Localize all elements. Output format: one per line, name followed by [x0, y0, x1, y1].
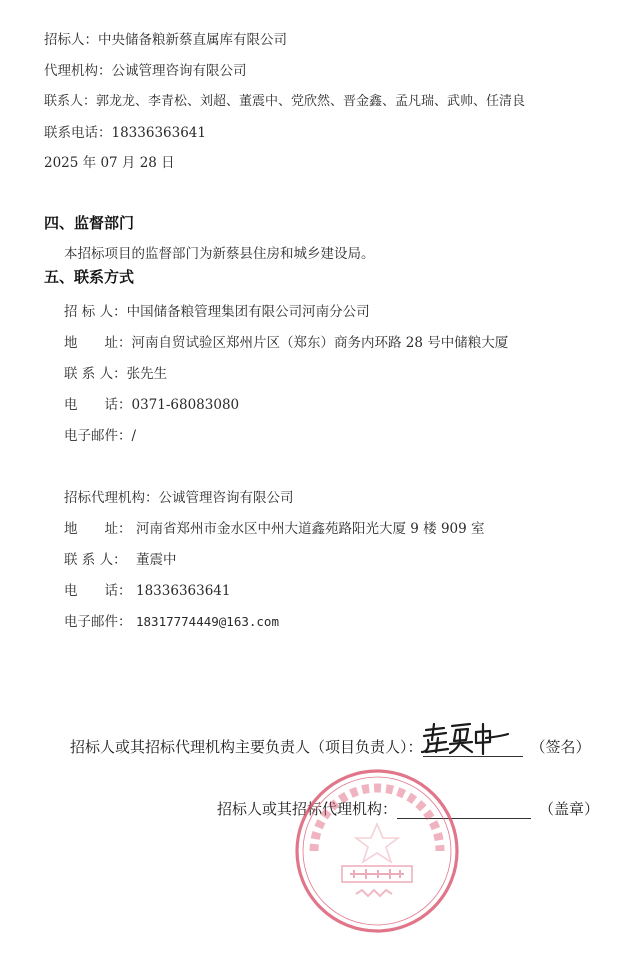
contact-address-row — [64, 331, 508, 351]
contact-email-row — [64, 424, 136, 444]
contact-tenderer-value: 中国储备粮管理集团有限公司河南分公司 — [126, 304, 370, 320]
contact-tenderer-label: 招 标 人： — [64, 304, 127, 320]
contact-address-label: 地 址： — [64, 335, 132, 351]
agency-email-row — [64, 610, 279, 630]
phone-line: 联系电话：18336363641 — [44, 125, 206, 141]
signature-person-suffix: （签名） — [530, 738, 591, 756]
agency-address-label: 地 址： — [64, 521, 132, 537]
official-seal — [292, 766, 462, 936]
contact-email-label: 电子邮件： — [64, 428, 132, 444]
agency-email-label: 电子邮件： — [64, 614, 132, 630]
contacts-line: 联系人：郭龙龙、李青松、刘超、董震中、党欣然、晋金鑫、孟凡瑞、武帅、任清良 — [44, 94, 526, 109]
agency-phone-value: 18336363641 — [136, 583, 231, 599]
agency-address-row — [64, 517, 485, 537]
tenderer-line: 招标人：中央储备粮新蔡直属库有限公司 — [44, 32, 287, 48]
contact-email-value: / — [131, 428, 137, 444]
date-line: 2025 年 07 月 28 日 — [44, 155, 175, 171]
agency-line: 代理机构：公诚管理咨询有限公司 — [44, 63, 247, 79]
agency-contact-label: 联 系 人： — [64, 552, 127, 568]
handwritten-signature — [420, 718, 510, 758]
agency-contact-value: 董震中 — [136, 552, 177, 568]
signature-person-row — [70, 736, 591, 757]
agency-address-value: 河南省郑州市金水区中州大道鑫苑路阳光大厦 9 楼 909 室 — [136, 521, 485, 537]
agency-phone-row — [64, 579, 230, 599]
signature-org-label: 招标人或其招标代理机构： — [217, 800, 398, 818]
agency-name-row — [64, 486, 294, 506]
section4-title: 四、监督部门 — [44, 214, 135, 232]
agency-email-value: 18317774449@163.com — [136, 614, 279, 629]
agency-phone-label: 电 话： — [64, 583, 132, 599]
section4-body: 本招标项目的监督部门为新蔡县住房和城乡建设局。 — [64, 246, 375, 262]
contact-phone-row — [64, 393, 239, 413]
agency-name-value: 公诚管理咨询有限公司 — [158, 490, 294, 506]
contact-person-value: 张先生 — [126, 366, 168, 382]
contact-person-label: 联 系 人： — [64, 366, 127, 382]
section5-title: 五、联系方式 — [44, 268, 135, 286]
agency-contact-row — [64, 548, 177, 568]
signature-org-suffix: （盖章） — [539, 800, 600, 818]
contact-tenderer-row — [64, 300, 370, 320]
signature-person-label: 招标人或其招标代理机构主要负责人（项目负责人）： — [70, 738, 423, 756]
contact-phone-label: 电 话： — [64, 397, 132, 413]
contact-address-value: 河南自贸试验区郑州片区（郑东）商务内环路 28 号中储粮大厦 — [131, 335, 509, 351]
contact-person-row — [64, 362, 167, 382]
agency-name-label: 招标代理机构： — [64, 490, 159, 506]
contact-phone-value: 0371-68083080 — [131, 397, 240, 413]
